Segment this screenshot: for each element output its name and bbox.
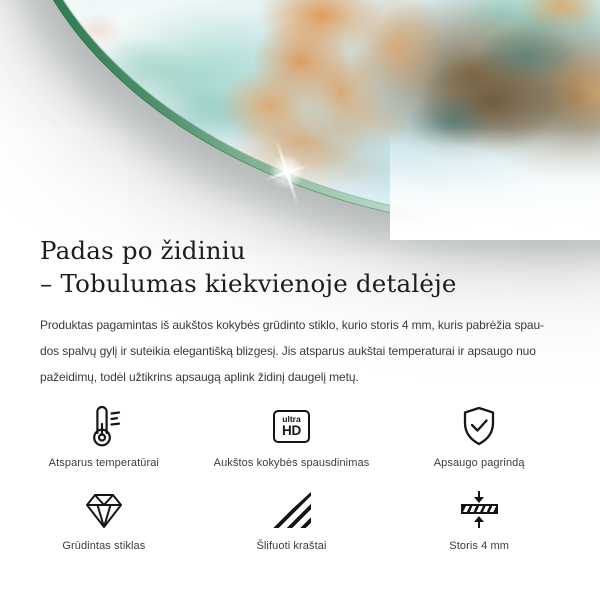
title-line-2: – Tobulumas kiekvienoje detalėje xyxy=(40,269,457,298)
feature-heat-resistant xyxy=(10,404,198,469)
feature-label: Aukštos kokybės spausdinimas xyxy=(213,457,370,469)
feature-grid xyxy=(10,404,573,552)
feature-print-quality xyxy=(198,404,386,469)
feature-label: Apsaugo pagrindą xyxy=(433,457,525,469)
feature-label: Atsparus temperatūrai xyxy=(48,457,159,469)
feature-label: Šlifuoti kraštai xyxy=(256,540,327,552)
uhd-badge-top: ultra xyxy=(282,413,301,424)
feature-protects-base xyxy=(385,404,573,469)
thermometer-icon xyxy=(82,404,126,448)
description-section xyxy=(0,234,600,390)
page-title xyxy=(40,234,560,300)
polished-edges-icon xyxy=(271,487,311,531)
ultra-hd-icon xyxy=(273,404,310,448)
feature-label: Grūdintas stiklas xyxy=(62,540,146,552)
description-line: Produktas pagamintas iš aukštos kokybės grūdinto stiklo, kurio storis 4 mm, kuris pabrėžia spau- xyxy=(40,318,544,332)
uhd-badge-bottom: HD xyxy=(282,423,301,438)
product-photo xyxy=(0,0,600,232)
diamond-icon xyxy=(82,487,126,531)
feature-polished-edges xyxy=(198,487,386,552)
shield-check-icon xyxy=(457,404,501,448)
feature-label: Storis 4 mm xyxy=(449,540,510,552)
feature-tempered-glass xyxy=(10,487,198,552)
product-description xyxy=(40,312,560,390)
thickness-icon xyxy=(461,487,498,531)
photo-fade xyxy=(390,128,600,240)
feature-thickness xyxy=(385,487,573,552)
description-line: pažeidimų, todėl užtikrins apsaugą aplink židinį daugelį metų. xyxy=(40,370,359,384)
title-line-1: Padas po židiniu xyxy=(40,236,246,265)
description-line: dos spalvų gylį ir suteikia elegantišką blizgesį. Jis atsparus aukštai temperaturai ir apsaugo nuo xyxy=(40,344,536,358)
